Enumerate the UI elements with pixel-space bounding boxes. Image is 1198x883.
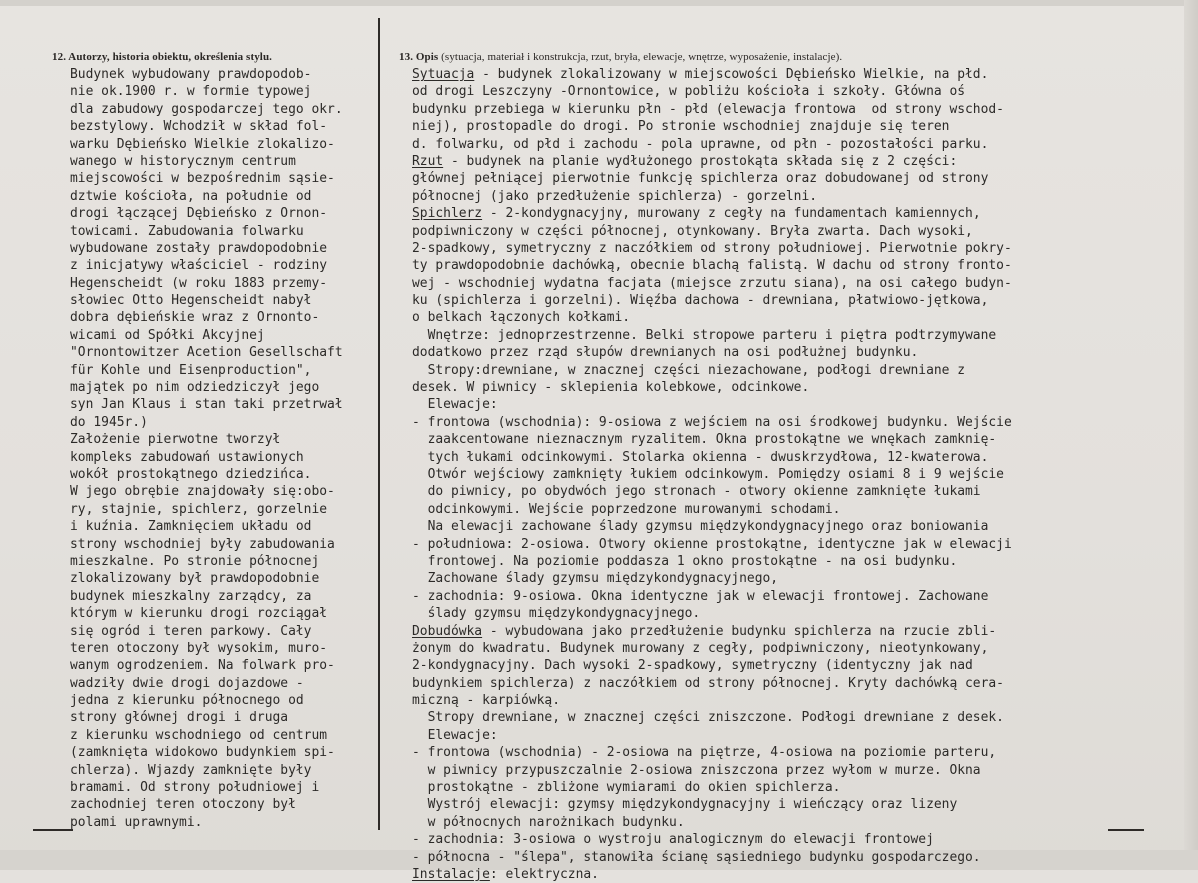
- line-text: - budynek zlokalizowany w miejscowości Dębieńsko Wielkie, na płd.: [474, 67, 989, 82]
- description-text-line: [412, 536, 1012, 553]
- line-text: podpiwniczony w części północnej, otynkowany. Bryła zwarta. Dach wysoki,: [412, 223, 973, 239]
- section-13-subtitle: (sytuacja, materiał i konstrukcja, rzut, bryła, elewacje, wnętrze, wyposażenie, instalacje).: [441, 51, 843, 63]
- description-text-line: [412, 866, 1012, 883]
- line-text: - zachodnia: 9-osiowa. Okna identyczne jak w elewacji frontowej. Zachowane: [412, 588, 989, 604]
- description-text-line: [412, 362, 1012, 379]
- line-text: ku (spichlerza i gorzelni). Więźba dachowa - drewniana, płatwiowo-jętkowa,: [412, 293, 989, 309]
- description-text-line: [412, 275, 1012, 292]
- history-text-line: strony wschodniej były zabudowania: [70, 536, 335, 552]
- line-text: - frontowa (wschodnia): 9-osiowa z wejściem na osi środkowej budynku. Wejście: [412, 414, 1012, 430]
- description-text-line: [412, 483, 1012, 500]
- line-text: budynku przebiega w kierunku płn - płd (elewacja frontowa od strony wschod-: [412, 101, 1004, 117]
- section-13-heading: [399, 51, 842, 63]
- line-text: - zachodnia: 3-osiowa o wystroju analogicznym do elewacji frontowej: [412, 832, 934, 848]
- line-text: Wnętrze: jednoprzestrzenne. Belki stropowe parteru i piętra podtrzymywane: [412, 327, 997, 343]
- description-text-line: [412, 414, 1012, 431]
- description-text-line: [412, 623, 1012, 640]
- history-text-line: zachodniej teren otoczony był: [70, 797, 296, 813]
- history-text-line: dztwie kościoła, na południe od: [70, 188, 312, 204]
- line-text: ty prawdopodobnie dachówką, obecnie blachą falistą. W dachu od strony fronto-: [412, 258, 1012, 274]
- history-text-line: warku Dębieńsko Wielkie zlokalizo-: [70, 136, 335, 152]
- description-text-line: [412, 709, 1012, 726]
- history-text-line: jedna z kierunku północnego od: [70, 693, 304, 709]
- description-text-line: [412, 605, 1012, 622]
- history-text-line: do 1945r.): [70, 414, 148, 430]
- history-text-line: strony głównej drogi i druga: [70, 710, 289, 726]
- line-text: - budynek na planie wydłużonego prostokąta składa się z 2 części:: [443, 153, 958, 169]
- history-text-line: majątek po nim odziedziczył jego: [70, 380, 320, 396]
- line-text: niej), prostopadle do drogi. Po stronie wschodniej znajduje się teren: [412, 119, 950, 135]
- history-text-line: z kierunku wschodniego od centrum: [70, 727, 328, 743]
- line-text: dodatkowo przez rząd słupów drewnianych na osi podłużnej budynku.: [412, 345, 919, 361]
- column-divider: [378, 18, 380, 830]
- history-text-line: dla zabudowy gospodarczej tego okr.: [70, 101, 343, 117]
- history-text-line: chlerza). Wjazdy zamknięte były: [70, 762, 312, 778]
- page-right-edge: [1184, 0, 1198, 870]
- line-text: głównej pełniącej pierwotnie funkcję spichlerza oraz dobudowanej od strony: [412, 171, 989, 187]
- history-text-line: bramami. Od strony południowej i: [70, 780, 320, 796]
- history-text-line: wicami od Spółki Akcyjnej: [70, 327, 265, 343]
- line-text: zaakcentowane nieznacznym ryzalitem. Okna prostokątne we wnękach zamknię-: [412, 432, 997, 448]
- history-text-line: kompleks zabudowań ustawionych: [70, 449, 304, 465]
- description-text-line: [412, 327, 1012, 344]
- section-keyword: Rzut: [412, 153, 444, 169]
- line-text: Elewacje:: [412, 397, 498, 413]
- history-text-line: ry, stajnie, spichlerz, gorzelnie: [70, 501, 328, 517]
- section-keyword: Spichlerz: [412, 206, 483, 222]
- line-text: miczną - karpiówką.: [412, 693, 560, 709]
- history-text-line: wybudowane zostały prawdopodobnie: [70, 240, 328, 256]
- line-text: - wybudowana jako przedłużenie budynku spichlerza na rzucie zbli-: [482, 623, 997, 639]
- history-text-line: i kuźnia. Zamknięciem układu od: [70, 519, 312, 535]
- description-text-line: [412, 344, 1012, 361]
- description-text-line: [412, 449, 1012, 466]
- line-text: 2-spadkowy, symetryczny z naczółkiem od strony południowej. Pierwotnie pokry-: [412, 240, 1012, 256]
- line-text: budynkiem spichlerza) z naczółkiem od strony północnej. Kryty dachówką cera-: [412, 675, 1004, 691]
- history-text-line: Budynek wybudowany prawdopodob-: [70, 67, 312, 82]
- history-text-line: Hegenscheidt (w roku 1883 przemy-: [70, 275, 328, 291]
- history-text-line: Założenie pierwotne tworzył: [70, 432, 281, 448]
- line-text: : elektryczna.: [489, 866, 599, 882]
- history-text-column: [70, 66, 343, 831]
- history-text-line: słowiec Otto Hegenscheidt nabył: [70, 293, 312, 309]
- section-12-heading: 12. Autorzy, historia obiektu, określenia stylu.: [52, 51, 273, 63]
- description-text-line: [412, 292, 1012, 309]
- description-text-line: [412, 796, 1012, 813]
- history-text-line: "Ornontowitzer Acetion Gesellschaft: [70, 345, 343, 361]
- line-text: tych łukami odcinkowymi. Stolarka okienna - dwuskrzydłowa, 12-kwaterowa.: [412, 449, 989, 465]
- history-text-line: z inicjatywy właściciel - rodziny: [70, 258, 328, 274]
- description-text-line: [412, 762, 1012, 779]
- line-text: Na elewacji zachowane ślady gzymsu międzykondygnacyjnego oraz boniowania: [412, 519, 989, 535]
- description-text-line: [412, 466, 1012, 483]
- history-text-line: wanym ogrodzeniem. Na folwark pro-: [70, 658, 335, 674]
- description-text-line: [412, 849, 1012, 866]
- description-text-line: [412, 188, 1012, 205]
- description-text-line: [412, 657, 1012, 674]
- description-text-line: [412, 727, 1012, 744]
- line-text: Stropy:drewniane, w znacznej części niezachowane, podłogi drewniane z: [412, 362, 966, 378]
- line-text: - 2-kondygnacyjny, murowany z cegły na fundamentach kamiennych,: [482, 206, 981, 222]
- history-text-line: wanego w historycznym centrum: [70, 153, 296, 169]
- description-text-line: [412, 501, 1012, 518]
- line-text: Stropy drewniane, w znacznej części zniszczone. Podłogi drewniane z desek.: [412, 710, 1004, 726]
- description-text-line: [412, 153, 1012, 170]
- history-text-line: nie ok.1900 r. w formie typowej: [70, 84, 312, 100]
- bottom-rule-left: [33, 829, 73, 831]
- line-text: 2-kondygnacyjny. Dach wysoki 2-spadkowy, symetryczny (identyczny jak nad: [412, 658, 973, 674]
- description-text-line: [412, 779, 1012, 796]
- history-text-line: miejscowości w bezpośrednim sąsie-: [70, 171, 335, 187]
- section-keyword: Instalacje: [412, 866, 490, 882]
- description-text-line: [412, 118, 1012, 135]
- line-text: wej - wschodniej wydatna facjata (miejsce zrzutu siana), na osi całego budyn-: [412, 275, 1012, 291]
- description-text-line: [412, 396, 1012, 413]
- line-text: do piwnicy, po obydwóch jego stronach - otwory okienne zamknięte łukami: [412, 484, 981, 500]
- description-text-line: [412, 553, 1012, 570]
- description-text-line: [412, 744, 1012, 761]
- description-text-line: [412, 588, 1012, 605]
- description-text-line: [412, 431, 1012, 448]
- history-text-line: drogi łączącej Dębieńsko z Ornon-: [70, 206, 328, 222]
- description-text-line: [412, 570, 1012, 587]
- description-text-line: [412, 831, 1012, 848]
- line-text: - północna - "ślepa", stanowiła ścianę sąsiedniego budynku gospodarczego.: [412, 849, 981, 865]
- description-text-line: [412, 814, 1012, 831]
- history-text-line: mieszkalne. Po stronie północnej: [70, 553, 320, 569]
- line-text: Otwór wejściowy zamknięty łukiem odcinkowym. Pomiędzy osiami 8 i 9 wejście: [412, 466, 1004, 482]
- history-text-line: teren otoczony był wysokim, muro-: [70, 640, 328, 656]
- line-text: prostokątne - zbliżone wymiarami do okien spichlerza.: [412, 780, 841, 796]
- description-text-line: [412, 170, 1012, 187]
- line-text: frontowej. Na poziomie poddasza 1 okno prostokątne - na osi budynku.: [412, 553, 958, 569]
- description-text-line: [412, 101, 1012, 118]
- line-text: - południowa: 2-osiowa. Otwory okienne prostokątne, identyczne jak w elewacji: [412, 536, 1012, 552]
- description-text-line: [412, 136, 1012, 153]
- history-text-line: syn Jan Klaus i stan taki przetrwał: [70, 397, 343, 413]
- line-text: w północnych narożnikach budynku.: [412, 814, 685, 830]
- description-text-line: [412, 66, 1012, 83]
- line-text: północnej (jako przedłużenie spichlerza) - gorzelni.: [412, 188, 818, 204]
- line-text: odcinkowymi. Wejście poprzedzone murowanymi schodami.: [412, 501, 841, 517]
- description-text-line: [412, 240, 1012, 257]
- line-text: Wystrój elewacji: gzymsy międzykondygnacyjny i wieńczący oraz lizeny: [412, 797, 958, 813]
- description-text-line: [412, 223, 1012, 240]
- line-text: desek. W piwnicy - sklepienia kolebkowe, odcinkowe.: [412, 380, 810, 396]
- line-text: o belkach łączonych kołkami.: [412, 310, 631, 326]
- description-text-line: [412, 640, 1012, 657]
- section-keyword: Sytuacja: [412, 67, 475, 82]
- history-text-line: którym w kierunku drogi rozciągał: [70, 606, 328, 622]
- line-text: - frontowa (wschodnia) - 2-osiowa na piętrze, 4-osiowa na poziomie parteru,: [412, 745, 997, 761]
- history-text-line: towicami. Zabudowania folwarku: [70, 223, 304, 239]
- history-text-line: W jego obrębie znajdowały się:obo-: [70, 484, 335, 500]
- description-text-line: [412, 309, 1012, 326]
- history-text-line: się ogród i teren parkowy. Cały: [70, 623, 312, 639]
- page-top-edge: [0, 0, 1198, 6]
- history-text-line: zlokalizowany był prawdopodobnie: [70, 571, 320, 587]
- line-text: żonym do kwadratu. Budynek murowany z cegły, podpiwniczony, nieotynkowany,: [412, 640, 989, 656]
- description-text-line: [412, 205, 1012, 222]
- bottom-rule-right: [1108, 829, 1144, 831]
- description-text-line: [412, 257, 1012, 274]
- description-text-line: [412, 518, 1012, 535]
- history-text-line: wadziły dwie drogi dojazdowe -: [70, 675, 304, 691]
- line-text: Zachowane ślady gzymsu międzykondygnacyjnego,: [412, 571, 779, 587]
- history-text-line: für Kohle und Eisenproduction",: [70, 362, 312, 378]
- history-text-line: budynek mieszkalny zarządcy, za: [70, 588, 312, 604]
- description-text-line: [412, 675, 1012, 692]
- description-text-column: [412, 66, 1012, 883]
- line-text: ślady gzymsu międzykondygnacyjnego.: [412, 606, 701, 622]
- line-text: d. folwarku, od płd i zachodu - pola uprawne, od płn - pozostałości parku.: [412, 136, 989, 152]
- section-keyword: Dobudówka: [412, 623, 483, 639]
- history-text-line: dobra dębieńskie wraz z Ornonto-: [70, 310, 320, 326]
- history-text-line: (zamknięta widokowo budynkiem spi-: [70, 745, 335, 761]
- history-text-line: bezstylowy. Wchodził w skład fol-: [70, 119, 328, 135]
- line-text: w piwnicy przypuszczalnie 2-osiowa zniszczona przez wyłom w murze. Okna: [412, 762, 981, 778]
- history-text-line: wokół prostokątnego dziedzińca.: [70, 466, 312, 482]
- line-text: Elewacje:: [412, 727, 498, 743]
- description-text-line: [412, 692, 1012, 709]
- description-text-line: [412, 379, 1012, 396]
- description-text-line: [412, 83, 1012, 100]
- section-13-title: 13. Opis: [399, 51, 439, 63]
- line-text: od drogi Leszczyny -Ornontowice, w pobliżu kościoła i szkoły. Główna oś: [412, 84, 966, 100]
- history-text-line: polami uprawnymi.: [70, 814, 203, 830]
